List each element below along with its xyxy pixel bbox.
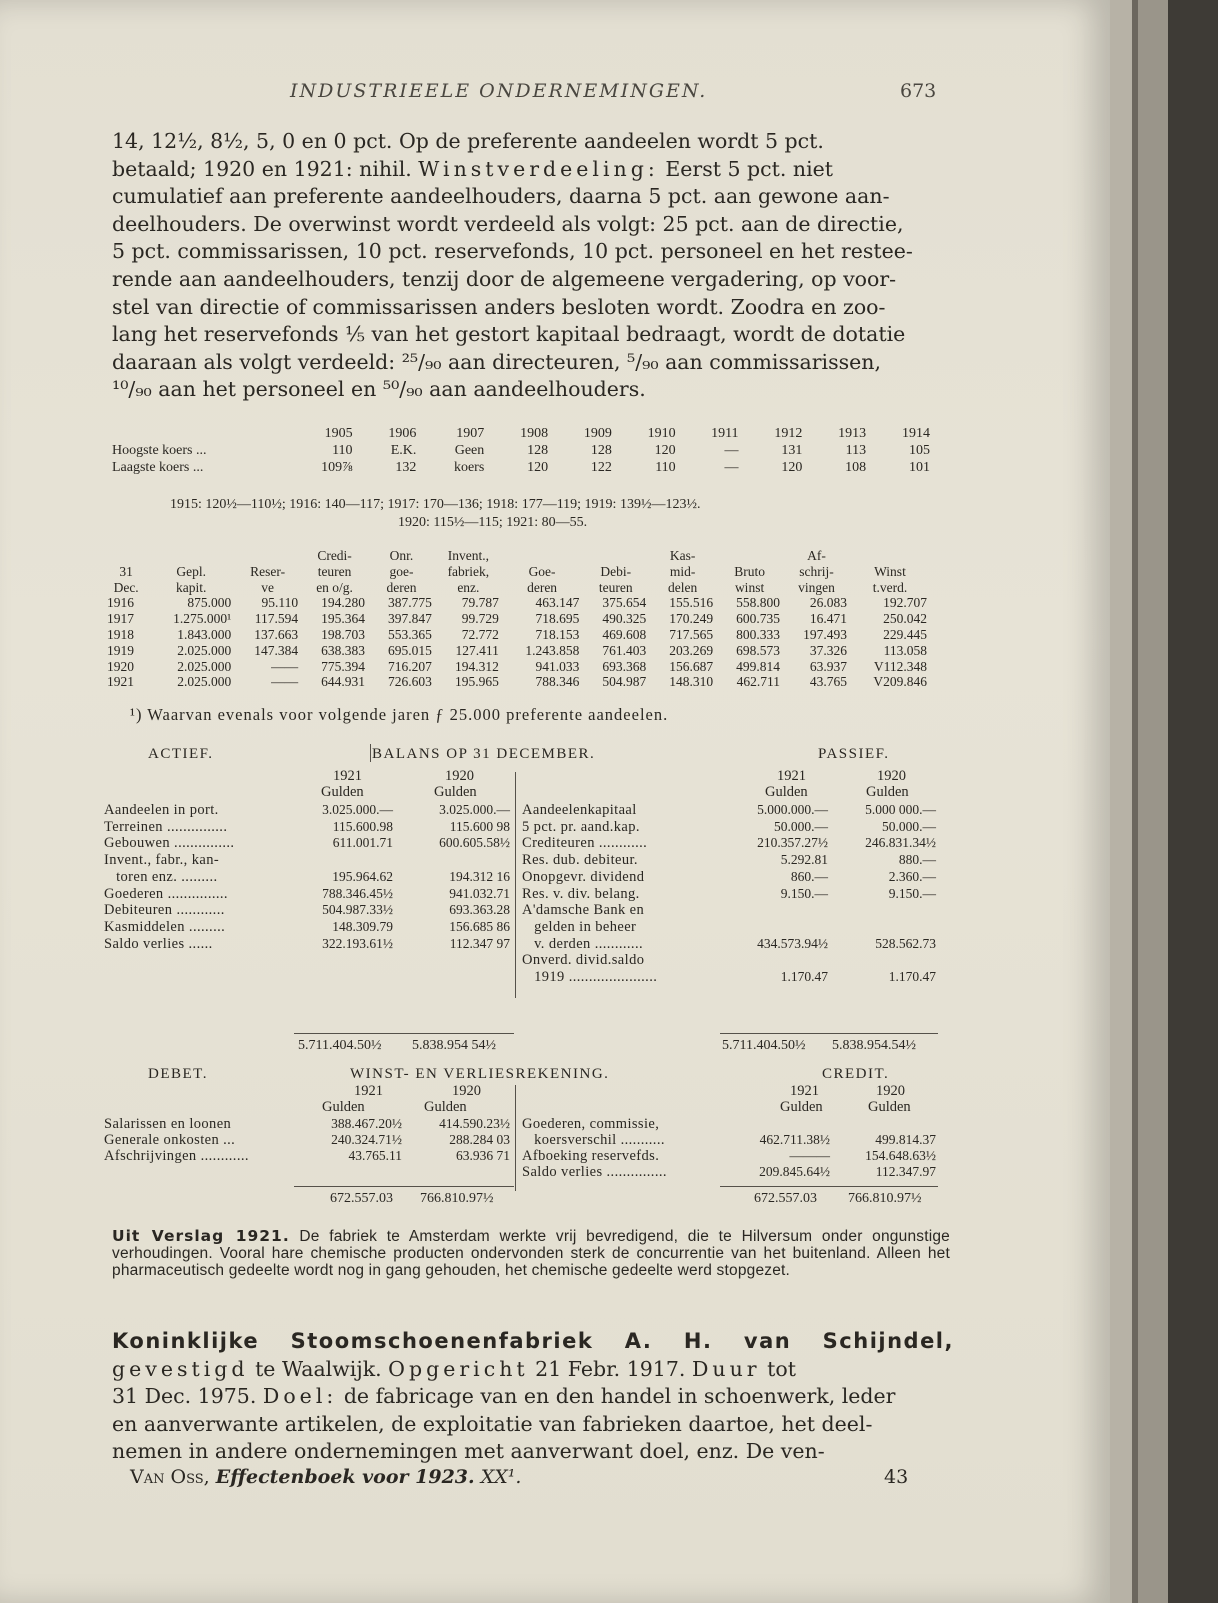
intro-line: daaraan als volgt verdeeld: ²⁵/₉₀ aan directeuren, ⁵/₉₀ aan commissarissen, [112,349,882,374]
fin-header-cell: enz. [457,579,480,595]
fin-header-cell: Debi- [600,563,632,579]
table-cell: 375.654 [602,595,647,611]
total-rule [294,1186,514,1187]
table-cell: 127.411 [455,642,499,658]
ledger-label: A'damsche Bank en [522,902,645,919]
table-row [104,659,930,675]
table-cell: 197.493 [803,626,847,642]
fin-header-cell [234,548,301,564]
unit-header: Gulden [434,784,477,800]
fin-header-cell: Invent., [447,548,489,563]
ledger-label: Saldo verlies ............... [522,1164,667,1180]
table-cell: 1920 [107,658,134,674]
table-cell: 117.594 [254,611,299,627]
ledger-label: Generale onkosten ... [104,1132,236,1148]
fin-header-cell: Credi- [317,548,352,563]
fin-header-cell [716,548,783,564]
ledger-value: 322.193.61½ [322,935,393,951]
ledger-value: 240.324.71½ [331,1132,402,1147]
fin-header-cell: Reser- [250,563,286,579]
table-cell: 718.695 [535,611,580,627]
ledger-value: 693.363.28 [449,902,510,918]
financial-table [104,548,930,690]
annual-report-note [112,1228,950,1279]
fin-header-cell: en o/g. [316,579,353,595]
ledger-label: Aandeelenkapitaal [522,802,637,818]
report-lead: Uit Verslag 1921. [112,1227,290,1245]
report-text: De fabriek te Amsterdam werkte vrij bevredigend, die te Hilversum onder ongunstige verhoudingen. Vooral hare chemische producten ondervonden sterk de concurrentie van het buitenland. Alleen het pharmaceutisch gedeelte wordt nog in gang gehouden, het chemische gedeelte werd stopgezet. [112,1228,951,1279]
table-cell: 2.025.000 [177,642,232,658]
ledger-value: 210.357.27½ [757,835,828,851]
intro-paragraph [112,128,954,404]
ledger-value: 880.— [898,852,936,868]
ledger-value: 5.000 000.— [865,802,936,817]
financial-footnote: ¹) Waarvan evenals voor volgende jaren ƒ 25.000 preferente aandeelen. [130,705,669,724]
ledger-value: 5.000.000.— [757,802,828,817]
pl-divider [515,1085,516,1191]
table-cell: 695.015 [388,642,432,658]
table-cell: 800.333 [736,626,781,642]
year-header: 1920 [452,1083,481,1099]
table-cell: 875.000 [187,595,232,611]
intro-line: 14, 12½, 8½, 5, 0 en 0 pct. Op de preferente aandeelen wordt 5 pct. [112,129,824,153]
unit-header: Gulden [780,1099,823,1115]
table-cell: 26.083 [809,595,847,611]
fin-header-cell: Goe- [528,563,556,579]
fin-header-cell [104,548,148,564]
liabilities-total: 5.711.404.50½ [722,1038,806,1053]
table-cell: 499.814 [736,658,781,674]
debit-total: 672.557.03 [330,1191,393,1206]
ledger-value: 434.573.94½ [757,935,828,951]
table-cell: 72.772 [461,626,499,642]
intro-line: rende aan aandeelhouders, tenzij door de algemeene vergadering, op voor- [112,266,897,291]
total-rule [720,1186,938,1187]
table-cell: 137.663 [254,626,299,642]
fin-header-cell: kapit. [176,579,207,595]
ledger-value: 209.845.64½ [759,1164,830,1179]
table-cell: 1917 [107,611,134,627]
price-note: 1915: 120½—110½; 1916: 140—117; 1917: 170—136; 1918: 177—119; 1919: 139½—123½. [170,497,701,512]
table-cell: 469.608 [602,626,647,642]
fin-header-cell: teuren [598,579,633,595]
table-cell: 2.025.000 [177,674,232,690]
table-cell: 195.364 [321,611,366,627]
fin-header-cell: 31 [119,563,133,579]
ledger-label: Onverd. divid.saldo [522,952,645,969]
table-cell: 113.058 [883,642,927,658]
year-header: 1921 [354,1083,383,1099]
ledger-label: 1919 ...................... [522,969,658,985]
table-row [104,611,930,627]
credit-total: 766.810.97½ [848,1191,922,1206]
table-cell: 553.365 [388,626,432,642]
ledger-value: 43.765.11 [348,1148,402,1163]
assets-total: 5.838.954 54½ [412,1038,496,1053]
intro-line: betaald; 1920 en 1921: nihil. Winstverdeeling: Eerst 5 pct. niet [112,156,834,181]
fin-header-cell [582,548,649,564]
fin-header-cell: Onr. [389,548,414,563]
unit-header: Gulden [321,784,364,800]
ledger-value: 115.600 98 [449,818,510,834]
table-cell: 1916 [107,595,134,611]
table-cell: 192.707 [883,595,927,611]
price-note: 1920: 115½—115; 1921: 80—55. [398,515,588,530]
fin-header-row [104,548,930,564]
ledger-label: toren enz. ......... [104,868,218,885]
table-cell: 147.384 [254,642,299,658]
table-row [104,643,930,659]
table-row [104,674,930,690]
table-cell: 148.310 [669,674,714,690]
fin-header-row [104,564,930,580]
running-title: INDUSTRIEELE ONDERNEMINGEN. [290,80,708,102]
fin-header-cell: vingen [798,579,835,595]
table-cell: —— [271,674,299,690]
total-rule [294,1033,514,1034]
ledger-label: Res. dub. debiteur. [522,852,638,869]
table-cell: 775.394 [321,658,366,674]
table-cell: 43.765 [809,674,847,690]
table-cell: 693.368 [602,658,647,674]
fin-header-cell: mid- [669,563,696,579]
table-cell: 203.269 [669,642,714,658]
ledger-label: Gebouwen ............... [104,835,235,852]
fin-header-cell [502,548,582,564]
table-cell: 558.800 [736,595,781,611]
ledger-label: Onopgevr. dividend [522,868,645,885]
ledger-value: 2.360.— [888,868,936,884]
pl-title: WINST- EN VERLIESREKENING. [350,1066,610,1082]
fin-header-cell: goe- [389,563,414,579]
table-cell: 1.843.000 [177,626,232,642]
ledger-value: 528.562.73 [875,935,936,951]
footer-number: 43 [884,1466,909,1488]
ledger-value: 5.292.81 [780,852,828,868]
balance-title: BALANS OP 31 DECEMBER. [372,746,596,762]
year-header: 1921 [790,1083,819,1099]
fin-header-cell [148,548,234,564]
table-cell: 718.153 [535,626,580,642]
balance-left-title: ACTIEF. [148,746,214,762]
ledger-value: 115.600.98 [332,818,393,834]
ledger-value: 462.711.38½ [759,1132,830,1147]
unit-header: Gulden [322,1099,365,1115]
pl-right-title: CREDIT. [822,1066,890,1082]
table-cell: 1918 [107,626,134,642]
fin-header-cell: Gepl. [176,563,207,579]
fin-header-cell: winst [734,579,765,595]
table-cell: 462.711 [736,674,781,690]
table-cell: 490.325 [602,611,647,627]
fin-header-cell: deren [386,579,417,595]
fin-header-cell: ve [261,579,275,595]
ledger-value: 414.590.23½ [439,1116,510,1131]
ledger-label: gelden in beheer [522,918,637,935]
table-cell: 99.729 [461,611,499,627]
spaced-label: Winstverdeeling: [418,156,659,181]
ledger-value: 112.347.97 [875,1164,936,1179]
ledger-value: 9.150.— [780,885,828,901]
fin-header-cell: t.verd. [872,579,908,595]
intro-line: stel van directie of commissarissen anders besloten wordt. Zoodra en zoo- [112,294,886,319]
table-cell: 194.312 [454,658,499,674]
table-cell: 761.403 [602,642,647,658]
price-table-years: 1905 1906 1907 1908 1909 1910 1911 1912 1913 1914 [324,426,930,441]
fin-header-cell: delen [668,579,698,595]
table-cell: 1921 [107,674,134,690]
table-cell: 79.787 [461,595,499,611]
table-cell: 698.573 [736,642,781,658]
table-cell: 716.207 [388,658,432,674]
table-cell: V209.846 [873,674,927,690]
ledger-label: Terreinen ............... [104,818,228,835]
debit-total: 766.810.97½ [420,1191,494,1206]
year-header: 1921 [333,768,362,784]
table-cell: 788.346 [535,674,580,690]
ledger-value: 611.001.71 [332,835,393,851]
ledger-value: 148.309.79 [332,918,393,934]
ledger-label: Goederen, commissie, [522,1116,660,1132]
ledger-value: 499.814.37 [875,1132,936,1147]
ledger-value: 154.648.63½ [865,1148,936,1163]
ledger-label: Afboeking reservefds. [522,1148,660,1164]
fin-header-cell [850,548,930,564]
intro-line: 5 pct. commissarissen, 10 pct. reservefonds, 10 pct. personeel en het restee- [112,239,913,264]
table-cell: 397.847 [388,611,432,627]
liabilities-total: 5.838.954.54½ [832,1038,916,1053]
intro-line: ¹⁰/₉₀ aan het personeel en ⁵⁰/₉₀ aan aandeelhouders. [112,377,646,402]
ledger-value: 600.605.58½ [439,835,510,851]
ledger-value: 504.987.33½ [322,902,393,918]
unit-header: Gulden [765,784,808,800]
fin-header-cell: schrij- [799,563,834,579]
table-cell: 1.275.000¹ [173,611,232,627]
ledger-value: 63.936 71 [456,1148,510,1163]
ledger-value: 388.467.20½ [331,1116,402,1131]
ledger-label: Crediteuren ............ [522,835,648,852]
unit-header: Gulden [868,1099,911,1115]
company-name: Koninklijke Stoomschoenenfabriek A. H. van Schijndel, [112,1329,954,1353]
total-rule [720,1033,938,1034]
fin-header-cell: Bruto [734,563,765,579]
table-cell: 600.735 [736,611,781,627]
table-cell: 463.147 [535,595,580,611]
ledger-label: Aandeelen in port. [104,802,219,818]
unit-header: Gulden [424,1099,467,1115]
table-cell: 95.110 [261,595,299,611]
year-header: 1921 [777,768,806,784]
ledger-value: 156.685 86 [449,918,510,934]
ledger-label: koersverschil ........... [522,1132,665,1148]
ledger-value: 860.— [790,868,828,884]
ledger-value: 112.347 97 [449,935,510,951]
ledger-label: Invent., fabr., kan- [104,852,220,869]
table-cell: 2.025.000 [177,658,232,674]
fin-header-cell: Dec. [113,579,139,595]
ledger-value: 194.312 16 [449,868,510,884]
table-cell: 941.033 [535,658,580,674]
ledger-label: Debiteuren ............ [104,902,225,919]
table-cell: 16.471 [809,611,847,627]
ledger-value: 941.032.71 [449,885,510,901]
price-table [112,425,934,476]
ledger-value: 50.000.— [882,818,936,834]
fin-header-cell: teuren [317,563,352,579]
fin-header-cell: fabriek, [447,563,490,579]
fin-header-cell: Kas- [669,548,696,563]
ledger-label: Res. v. div. belang. [522,885,640,902]
ledger-label: Afschrijvingen ............ [104,1148,249,1164]
year-header: 1920 [877,768,906,784]
table-row [104,595,930,611]
ledger-label: 5 pct. pr. aand.kap. [522,818,640,835]
ledger-value: 3.025.000.— [439,802,510,817]
ledger-value: 1.170.47 [888,969,936,984]
balance-right-title: PASSIEF. [818,746,890,762]
table-cell: 644.931 [321,674,366,690]
ledger-label: Goederen ............... [104,885,228,902]
ledger-value: 195.964.62 [332,868,393,884]
table-row [104,627,930,643]
year-header: 1920 [445,768,474,784]
footer-source: Van Oss, Effectenboek voor 1923. XX¹. [130,1466,522,1488]
balance-divider [515,772,516,998]
intro-line: lang het reservefonds ⅕ van het gestort kapitaal bedraagt, wordt de dotatie [112,322,906,347]
ledger-label: Kasmiddelen ......... [104,918,226,935]
company-entry: Koninklijke Stoomschoenenfabriek A. H. van Schijndel, gevestigd te Waalwijk. Opgericht 21 Febr. 1917. Duur tot 31 Dec. 1975. Doel: de fabricage van en den handel in schoenwerk, leder en aanverwante artikelen, de exploitatie van fabrieken daartoe, het deel- nemen in andere ondernemingen met aanverwant doel, enz. De ven- [112,1329,954,1464]
table-cell: 194.280 [321,595,366,611]
pl-left-title: DEBET. [148,1066,208,1082]
ledger-value: 9.150.— [888,885,936,901]
table-cell: 1919 [107,642,134,658]
fin-header-cell: deren [527,579,558,595]
book-edge-pages [1138,0,1168,1603]
table-cell: 229.445 [883,626,927,642]
table-cell: 63.937 [809,658,847,674]
ledger-label: Saldo verlies ...... [104,935,213,952]
ledger-value: 246.831.34½ [865,835,936,851]
fin-header-cell: Winst [874,563,906,579]
book-spine [1168,0,1218,1603]
book-edge [1110,0,1132,1603]
fin-header-cell: Af- [807,548,826,563]
table-cell: 717.565 [669,626,714,642]
ledger-value: 1.170.47 [780,969,828,984]
assets-total: 5.711.404.50½ [298,1038,382,1053]
table-cell: 1.243.858 [525,642,580,658]
divider [370,744,371,762]
ledger-value: 3.025.000.— [322,802,393,817]
ledger-label: v. derden ............ [522,935,644,952]
table-cell: 504.987 [602,674,647,690]
ledger-value: 50.000.— [774,818,828,834]
table-cell: 387.775 [388,595,432,611]
table-cell: 156.687 [669,658,714,674]
ledger-label: Salarissen en loonen [104,1116,232,1132]
table-cell: 638.383 [321,642,366,658]
table-cell: 250.042 [883,611,927,627]
table-cell: 155.516 [669,595,714,611]
ledger-value: ——— [789,1148,830,1163]
credit-total: 672.557.03 [754,1191,817,1206]
table-cell: —— [271,658,299,674]
table-cell: 726.603 [388,674,432,690]
year-header: 1920 [876,1083,905,1099]
intro-line: cumulatief aan preferente aandeelhouders, daarna 5 pct. aan gewone aan- [112,184,890,209]
page-number: 673 [900,80,937,102]
intro-line: deelhouders. De overwinst wordt verdeeld als volgt: 25 pct. aan de directie, [112,211,904,236]
table-row: Hoogste koers ... 110 E.K. Geen 128 128 120 — 131 113 105 [112,443,930,458]
unit-header: Gulden [866,784,909,800]
fin-header-row [104,580,930,596]
table-cell: 170.249 [669,611,714,627]
table-cell: 198.703 [321,626,366,642]
table-cell: V112.348 [873,658,927,674]
table-cell: 37.326 [809,642,847,658]
ledger-value: 788.346.45½ [322,885,393,901]
table-row: Laagste koers ... 109⅞ 132 koers 120 122 110 — 120 108 101 [112,460,930,475]
table-cell: 195.965 [454,674,499,690]
ledger-value: 288.284 03 [449,1132,510,1147]
